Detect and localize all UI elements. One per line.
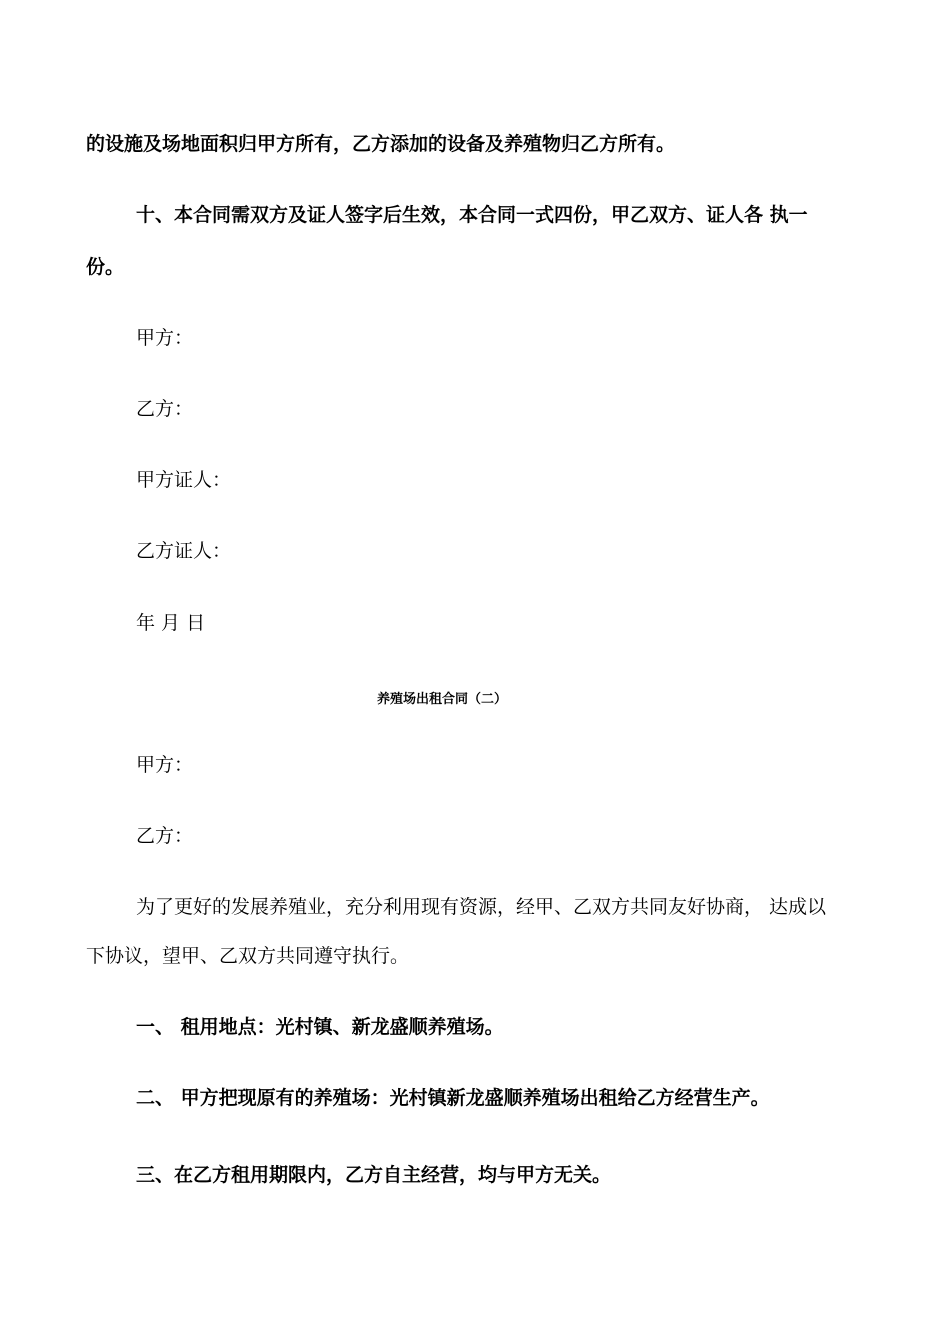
intro-paragraph-line2: 下协议，望甲、乙双方共同遵守执行。 [86, 945, 410, 967]
paragraph-clause-ten-line1: 十、本合同需双方及证人签字后生效，本合同一式四份，甲乙双方、证人各 执一 [136, 204, 808, 226]
paragraph-clause-ten-line2: 份。 [86, 256, 125, 278]
signature-witness-b: 乙方证人： [136, 540, 232, 562]
intro-paragraph-line1: 为了更好的发展养殖业，充分利用现有资源，经甲、乙双方共同友好协商， 达成以 [136, 896, 827, 918]
clause-three: 三、在乙方租用期限内，乙方自主经营，均与甲方无关。 [136, 1164, 612, 1186]
signature-witness-a: 甲方证人： [136, 469, 232, 491]
party-b-label: 乙方： [136, 825, 194, 847]
signature-party-a: 甲方： [136, 327, 194, 349]
paragraph-continuation: 的设施及场地面积归甲方所有，乙方添加的设备及养殖物归乙方所有。 [86, 133, 676, 155]
clause-one: 一、 租用地点：光村镇、新龙盛顺养殖场。 [136, 1016, 504, 1038]
signature-party-b: 乙方： [136, 398, 194, 420]
signature-date: 年 月 日 [136, 612, 206, 634]
party-a-label: 甲方： [136, 754, 194, 776]
clause-two: 二、 甲方把现原有的养殖场：光村镇新龙盛顺养殖场出租给乙方经营生产。 [136, 1087, 770, 1109]
contract-title: 养殖场出租合同（二） [376, 692, 507, 707]
